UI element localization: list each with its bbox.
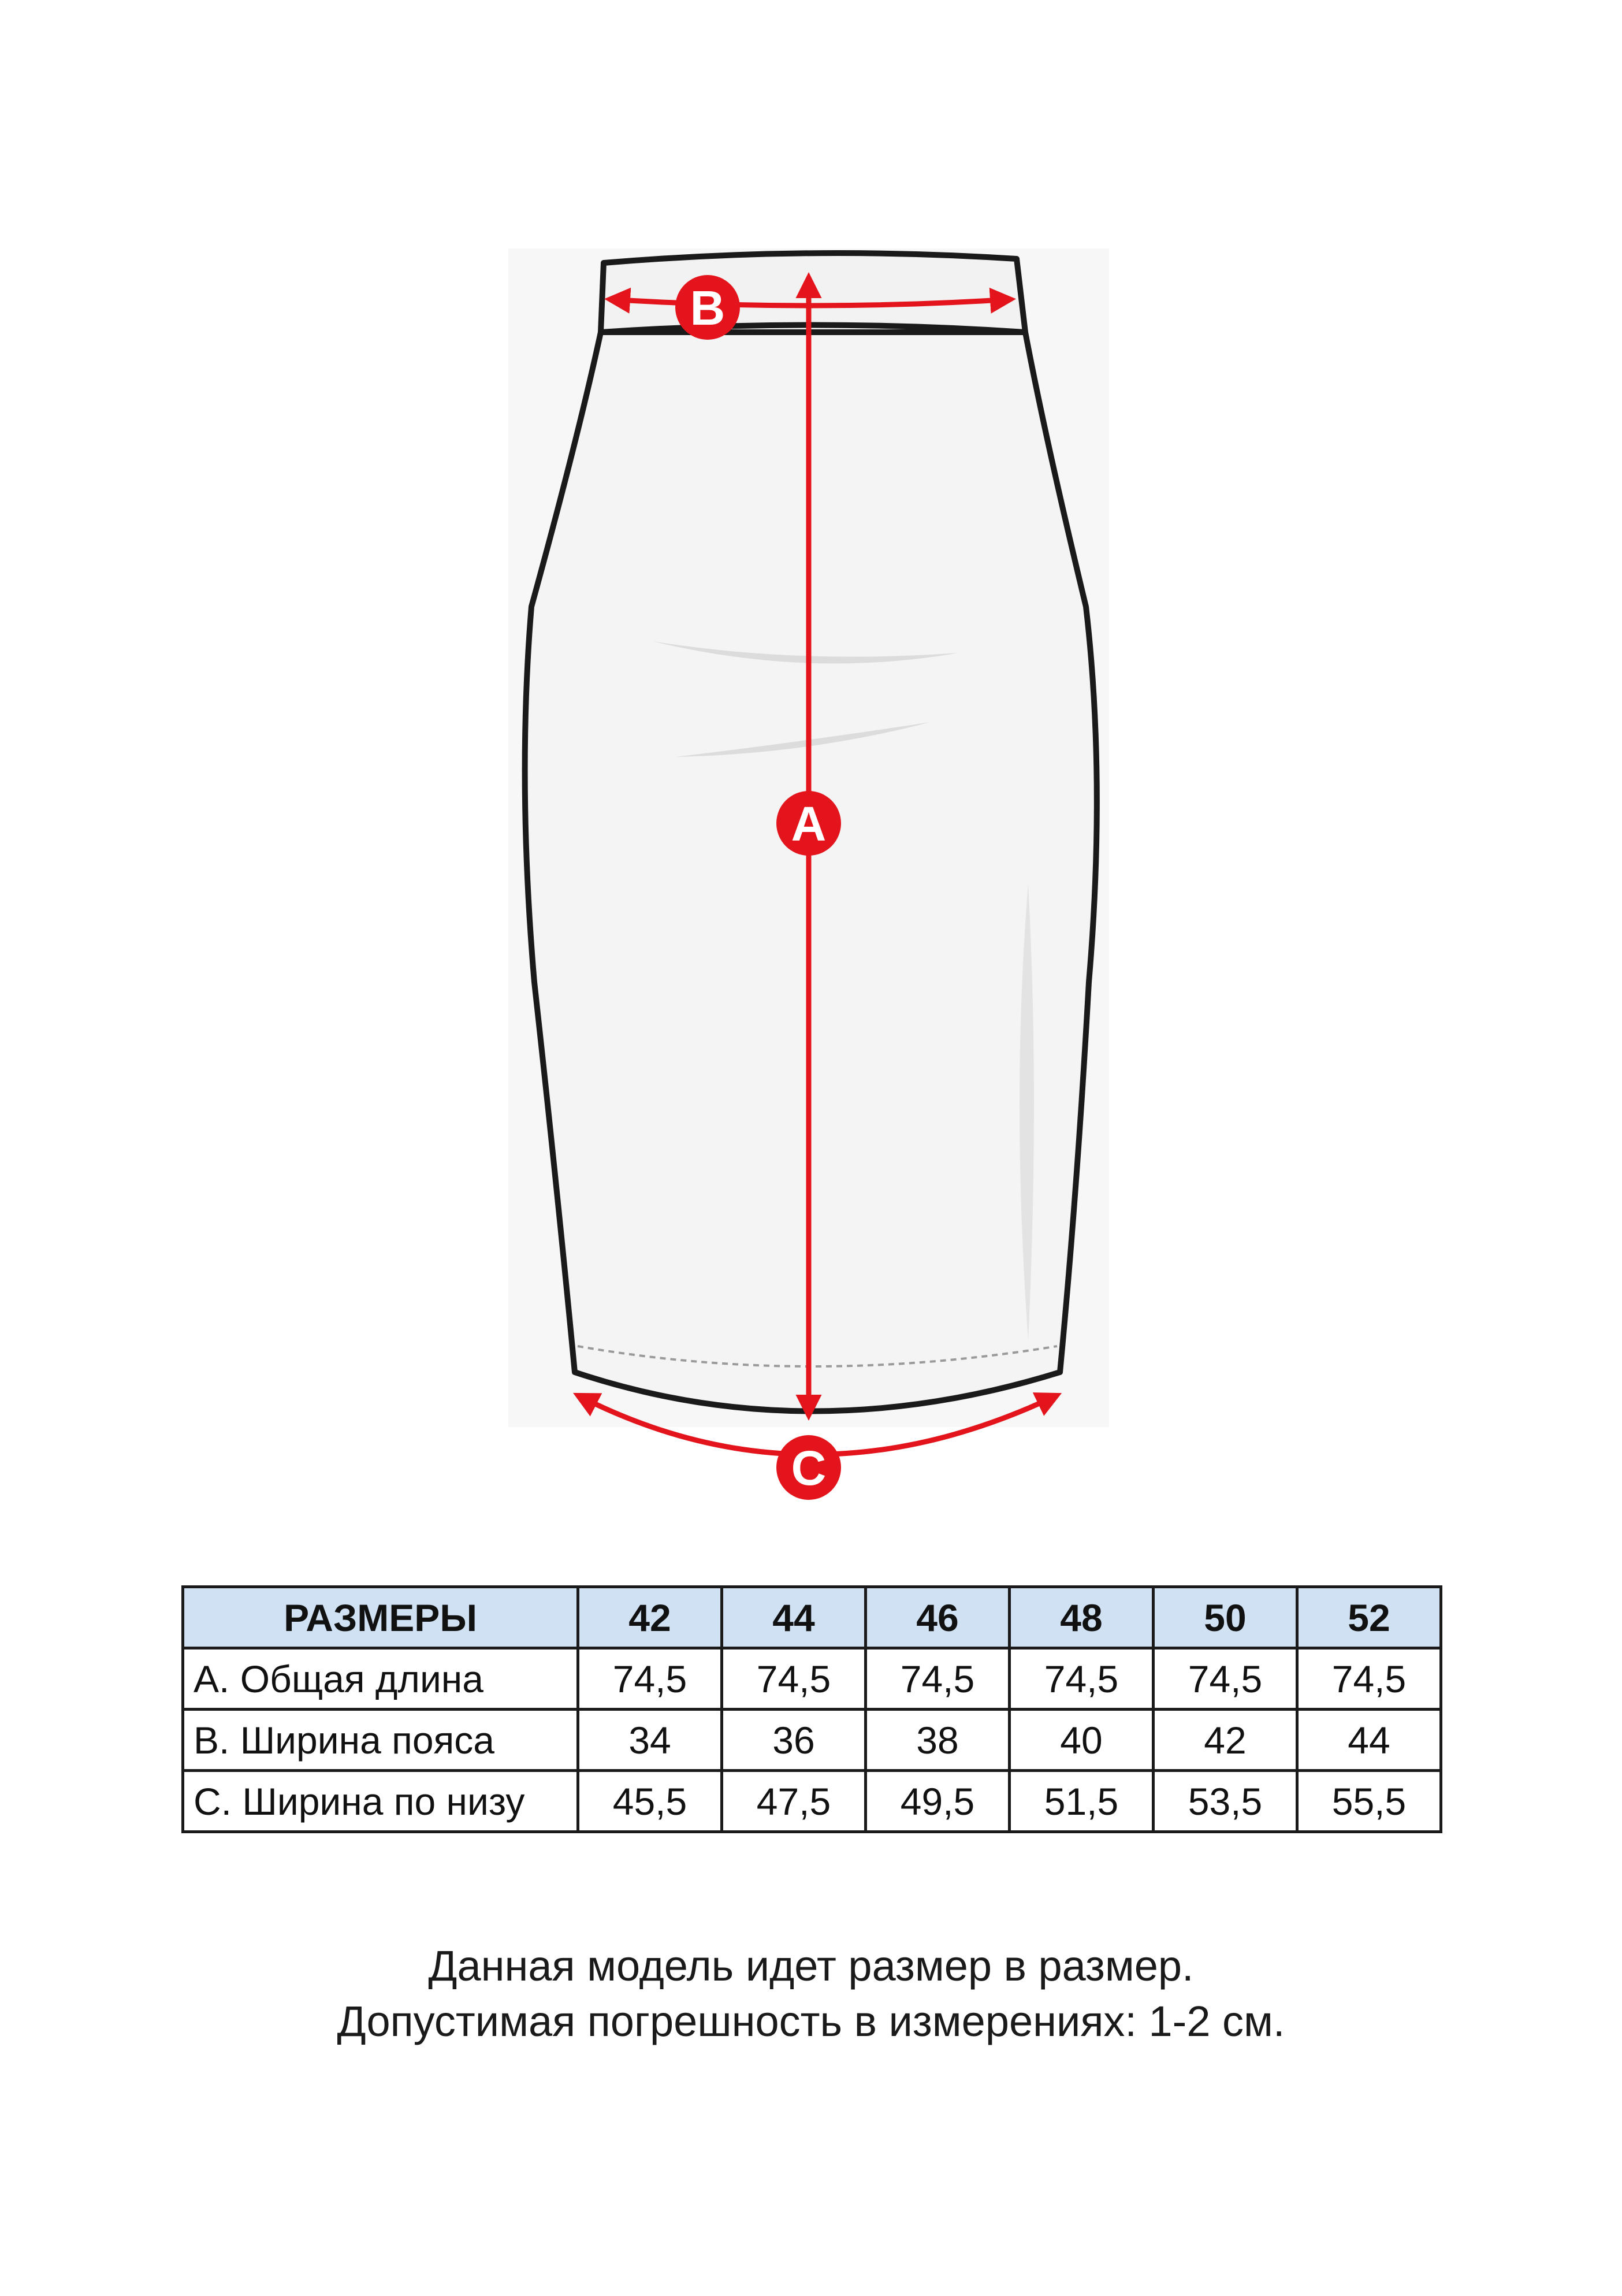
size-table-header-row bbox=[183, 1587, 1441, 1648]
skirt-waistband bbox=[601, 253, 1025, 332]
table-cell: 51,5 bbox=[1010, 1771, 1154, 1832]
table-cell: 74,5 bbox=[1154, 1648, 1297, 1710]
table-cell: 40 bbox=[1010, 1710, 1154, 1771]
table-cell: 74,5 bbox=[1010, 1648, 1154, 1710]
svg-text:B: B bbox=[690, 281, 726, 335]
table-cell: 45,5 bbox=[578, 1771, 722, 1832]
tolerance-note: Допустимая погрешность в измерениях: 1-2 см. bbox=[337, 1997, 1285, 2045]
header-size: 46 bbox=[866, 1587, 1010, 1648]
table-cell: 74,5 bbox=[722, 1648, 866, 1710]
table-cell: 47,5 bbox=[722, 1771, 866, 1832]
table-cell: 55,5 bbox=[1297, 1771, 1441, 1832]
row-label-hem-width: С. Ширина по низу bbox=[183, 1771, 578, 1832]
table-cell: 49,5 bbox=[866, 1771, 1010, 1832]
table-row bbox=[183, 1710, 1441, 1771]
table-cell: 74,5 bbox=[866, 1648, 1010, 1710]
header-size: 50 bbox=[1154, 1587, 1297, 1648]
header-sizes-label: РАЗМЕРЫ bbox=[183, 1587, 578, 1648]
svg-text:A: A bbox=[791, 797, 827, 851]
table-cell: 36 bbox=[722, 1710, 866, 1771]
table-cell: 74,5 bbox=[578, 1648, 722, 1710]
table-cell: 44 bbox=[1297, 1710, 1441, 1771]
table-cell: 74,5 bbox=[1297, 1648, 1441, 1710]
header-size: 44 bbox=[722, 1587, 866, 1648]
table-cell: 34 bbox=[578, 1710, 722, 1771]
marker-a bbox=[776, 791, 841, 856]
table-row bbox=[183, 1648, 1441, 1710]
svg-text:C: C bbox=[791, 1441, 827, 1495]
header-size: 48 bbox=[1010, 1587, 1154, 1648]
marker-b bbox=[675, 275, 740, 340]
table-cell: 53,5 bbox=[1154, 1771, 1297, 1832]
fit-note: Данная модель идет размер в размер. bbox=[428, 1942, 1194, 1990]
header-size: 52 bbox=[1297, 1587, 1441, 1648]
header-size: 42 bbox=[578, 1587, 722, 1648]
table-cell: 38 bbox=[866, 1710, 1010, 1771]
row-label-total-length: А. Общая длина bbox=[183, 1648, 578, 1710]
marker-c bbox=[776, 1435, 841, 1500]
table-cell: 42 bbox=[1154, 1710, 1297, 1771]
table-row bbox=[183, 1771, 1441, 1832]
size-table bbox=[181, 1585, 1442, 1833]
row-label-waist-width: В. Ширина пояса bbox=[183, 1710, 578, 1771]
